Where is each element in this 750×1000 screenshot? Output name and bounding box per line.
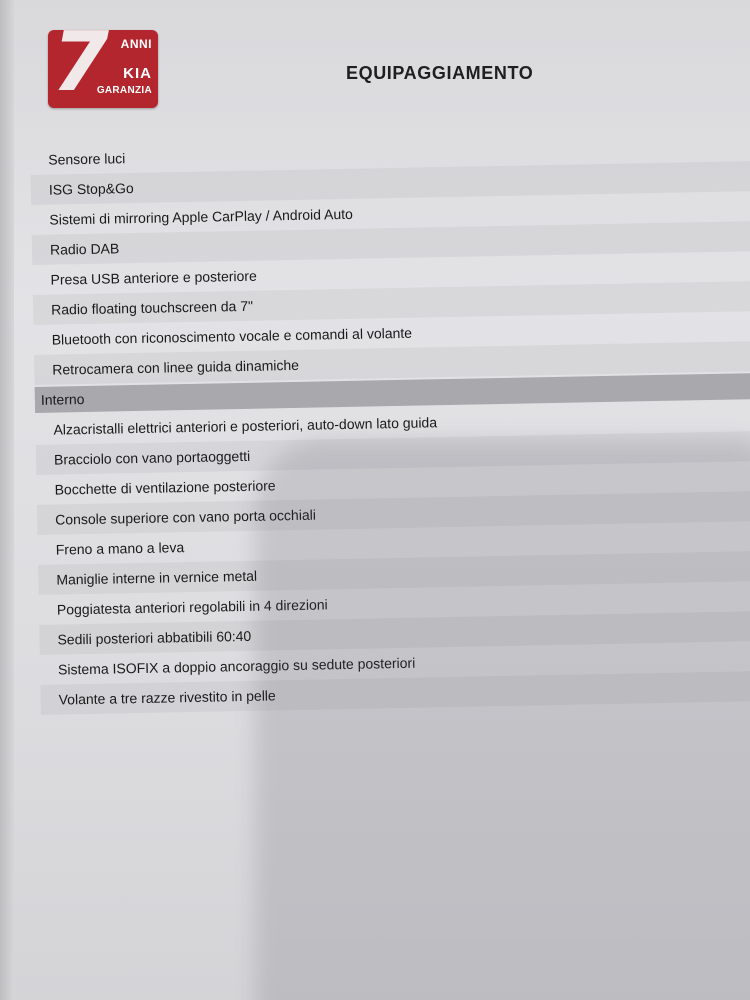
logo-brand: KIA — [123, 65, 152, 82]
section-header-interno: Interno — [35, 373, 750, 413]
list-item: Sistemi di mirroring Apple CarPlay / Android Auto — [49, 205, 354, 228]
list-item: Freno a mano a leva — [55, 539, 185, 558]
list-item: Radio floating touchscreen da 7" — [33, 281, 750, 325]
list-item: Sedili posteriori abbatibili 60:40 — [39, 611, 750, 655]
list-item: Alzacristalli elettrici anteriori e posteriori, auto-down lato guida — [53, 414, 438, 438]
list-item: Sistema ISOFIX a doppio ancoraggio su sedute posteriori — [57, 654, 416, 678]
kia-warranty-logo — [48, 30, 158, 108]
list-item: Retrocamera con linee guida dinamiche — [34, 341, 750, 385]
list-item: Bluetooth con riconoscimento vocale e comandi al volante — [51, 324, 413, 348]
list-item: Volante a tre razze rivestito in pelle — [40, 671, 750, 715]
list-item: Bocchette di ventilazione posteriore — [54, 477, 276, 498]
equipment-list — [30, 131, 750, 715]
list-item: Sensore luci — [48, 150, 126, 168]
page-title: EQUIPAGGIAMENTO — [346, 63, 534, 83]
list-item: Console superiore con vano porta occhiali — [37, 491, 750, 535]
logo-number: 7 — [52, 30, 110, 108]
list-item: Radio DAB — [32, 221, 750, 265]
page-edge — [0, 0, 14, 1000]
logo-garanzia: GARANZIA — [96, 85, 152, 96]
list-item: Maniglie interne in vernice metal — [38, 551, 750, 595]
list-item: Poggiatesta anteriori regolabili in 4 direzioni — [56, 596, 328, 618]
list-item: ISG Stop&Go — [31, 161, 750, 205]
list-item: Bracciolo con vano portaoggetti — [36, 431, 750, 475]
list-item: Presa USB anteriore e posteriore — [50, 267, 257, 288]
logo-anni: ANNI — [120, 37, 152, 51]
